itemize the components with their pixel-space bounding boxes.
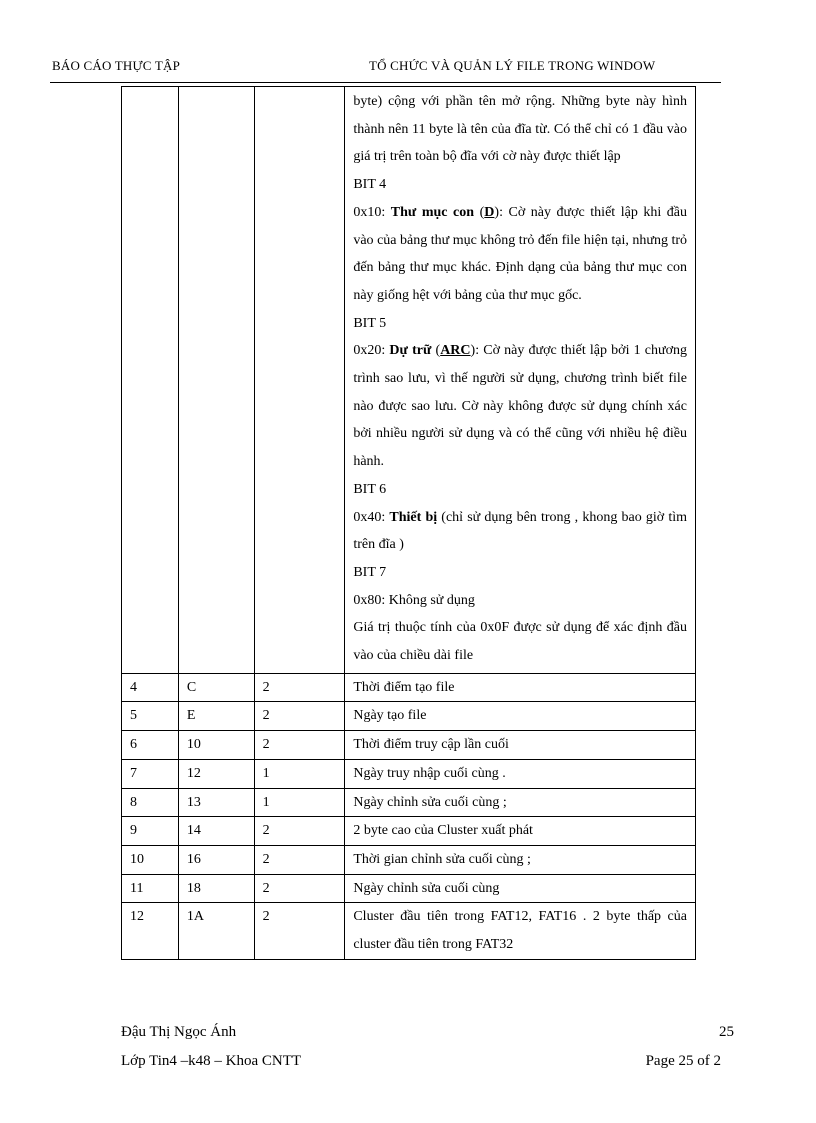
- attribute-note: Giá trị thuộc tính của 0x0F được sử dụng để xác định đầu vào của chiều dài file: [353, 620, 687, 664]
- no-cell: [122, 87, 179, 674]
- bit6-desc: 0x40: Thiết bị (chỉ sử dụng bên trong , khong bao giờ tìm trên đĩa ): [353, 509, 687, 553]
- no-cell: 10: [122, 845, 179, 874]
- bit7-desc: 0x80: Không sử dụng: [353, 592, 475, 608]
- no-cell: 12: [122, 903, 179, 959]
- desc-cell: Ngày chỉnh sửa cuối cùng: [345, 874, 696, 903]
- no-cell: 8: [122, 788, 179, 817]
- offset-cell: 12: [178, 759, 254, 788]
- desc-cell: Thời gian chỉnh sửa cuối cùng ;: [345, 845, 696, 874]
- size-cell: 2: [254, 874, 345, 903]
- bit5-desc: 0x20: Dự trữ (ARC): Cờ này được thiết lập bởi 1 chương trình sao lưu, vì thế người sử dụng, chương trình biết file nào được sao lưu. Cờ này không được sử dụng chính xác bởi nhiều người sử dụng và có thể cũng với nhiều hệ điều hành.: [353, 343, 688, 470]
- desc-intro: byte) cộng với phần tên mở rộng. Những byte này hình thành nên 11 byte là tên của đĩa từ. Có thể chỉ có 1 đầu vào giá trị trên toàn bộ đĩa với cờ này được thiết lập: [353, 94, 687, 165]
- size-cell: 2: [254, 817, 345, 846]
- no-cell: 4: [122, 673, 179, 702]
- offset-cell: 16: [178, 845, 254, 874]
- table-row: [122, 788, 696, 817]
- bit7-label: BIT 7: [353, 564, 387, 580]
- size-cell: 2: [254, 673, 345, 702]
- header-right-title: TỔ CHỨC VÀ QUẢN LÝ FILE TRONG WINDOW: [369, 58, 656, 73]
- offset-cell: 10: [178, 731, 254, 760]
- footer-page-of: Page 25 of 2: [645, 1053, 721, 1069]
- table-row: [122, 87, 696, 674]
- footer-class: Lớp Tin4 –k48 – Khoa CNTT: [121, 1053, 302, 1069]
- size-cell: 2: [254, 845, 345, 874]
- table-row: [122, 817, 696, 846]
- directory-entry-table: [121, 86, 696, 960]
- desc-cell: Thời điểm tạo file: [345, 673, 696, 702]
- offset-cell: 13: [178, 788, 254, 817]
- bit4-desc: 0x10: Thư mục con (D): Cờ này được thiết lập khi đầu vào của bảng thư mục không trỏ đến file hiện tại, nhưng trỏ đến bảng thư mục khác. Định dạng của bảng thư mục con này giống hệt với bảng của thư mục gốc.: [353, 204, 688, 303]
- table-row: [122, 845, 696, 874]
- desc-cell: Ngày chỉnh sửa cuối cùng ;: [345, 788, 696, 817]
- footer-author: Đậu Thị Ngọc Ánh: [121, 1024, 237, 1040]
- size-cell: 1: [254, 759, 345, 788]
- desc-cell: Ngày truy nhập cuối cùng .: [345, 759, 696, 788]
- table-row: [122, 702, 696, 731]
- no-cell: 6: [122, 731, 179, 760]
- offset-cell: [178, 87, 254, 674]
- bit4-label: BIT 4: [353, 177, 387, 193]
- desc-cell: Thời điểm truy cập lần cuối: [345, 731, 696, 760]
- desc-cell: Cluster đầu tiên trong FAT12, FAT16 . 2 byte thấp của cluster đầu tiên trong FAT32: [345, 903, 696, 959]
- footer-page-number: 25: [719, 1024, 734, 1040]
- table-row: [122, 673, 696, 702]
- header-left-title: BÁO CÁO THỰC TẬP: [52, 58, 181, 73]
- no-cell: 5: [122, 702, 179, 731]
- offset-cell: 1A: [178, 903, 254, 959]
- offset-cell: 18: [178, 874, 254, 903]
- offset-cell: C: [178, 673, 254, 702]
- no-cell: 7: [122, 759, 179, 788]
- size-cell: 2: [254, 731, 345, 760]
- desc-cell: Ngày tạo file: [345, 702, 696, 731]
- size-cell: 1: [254, 788, 345, 817]
- attribute-description-cell: [345, 87, 696, 674]
- table-row: [122, 731, 696, 760]
- size-cell: [254, 87, 345, 674]
- bit5-label: BIT 5: [353, 315, 387, 331]
- table-row: [122, 759, 696, 788]
- desc-cell: 2 byte cao của Cluster xuất phát: [345, 817, 696, 846]
- table-row: [122, 874, 696, 903]
- size-cell: 2: [254, 903, 345, 959]
- offset-cell: E: [178, 702, 254, 731]
- size-cell: 2: [254, 702, 345, 731]
- table-row: [122, 903, 696, 959]
- no-cell: 11: [122, 874, 179, 903]
- bit6-label: BIT 6: [353, 481, 387, 497]
- offset-cell: 14: [178, 817, 254, 846]
- no-cell: 9: [122, 817, 179, 846]
- header-rule: [50, 82, 721, 83]
